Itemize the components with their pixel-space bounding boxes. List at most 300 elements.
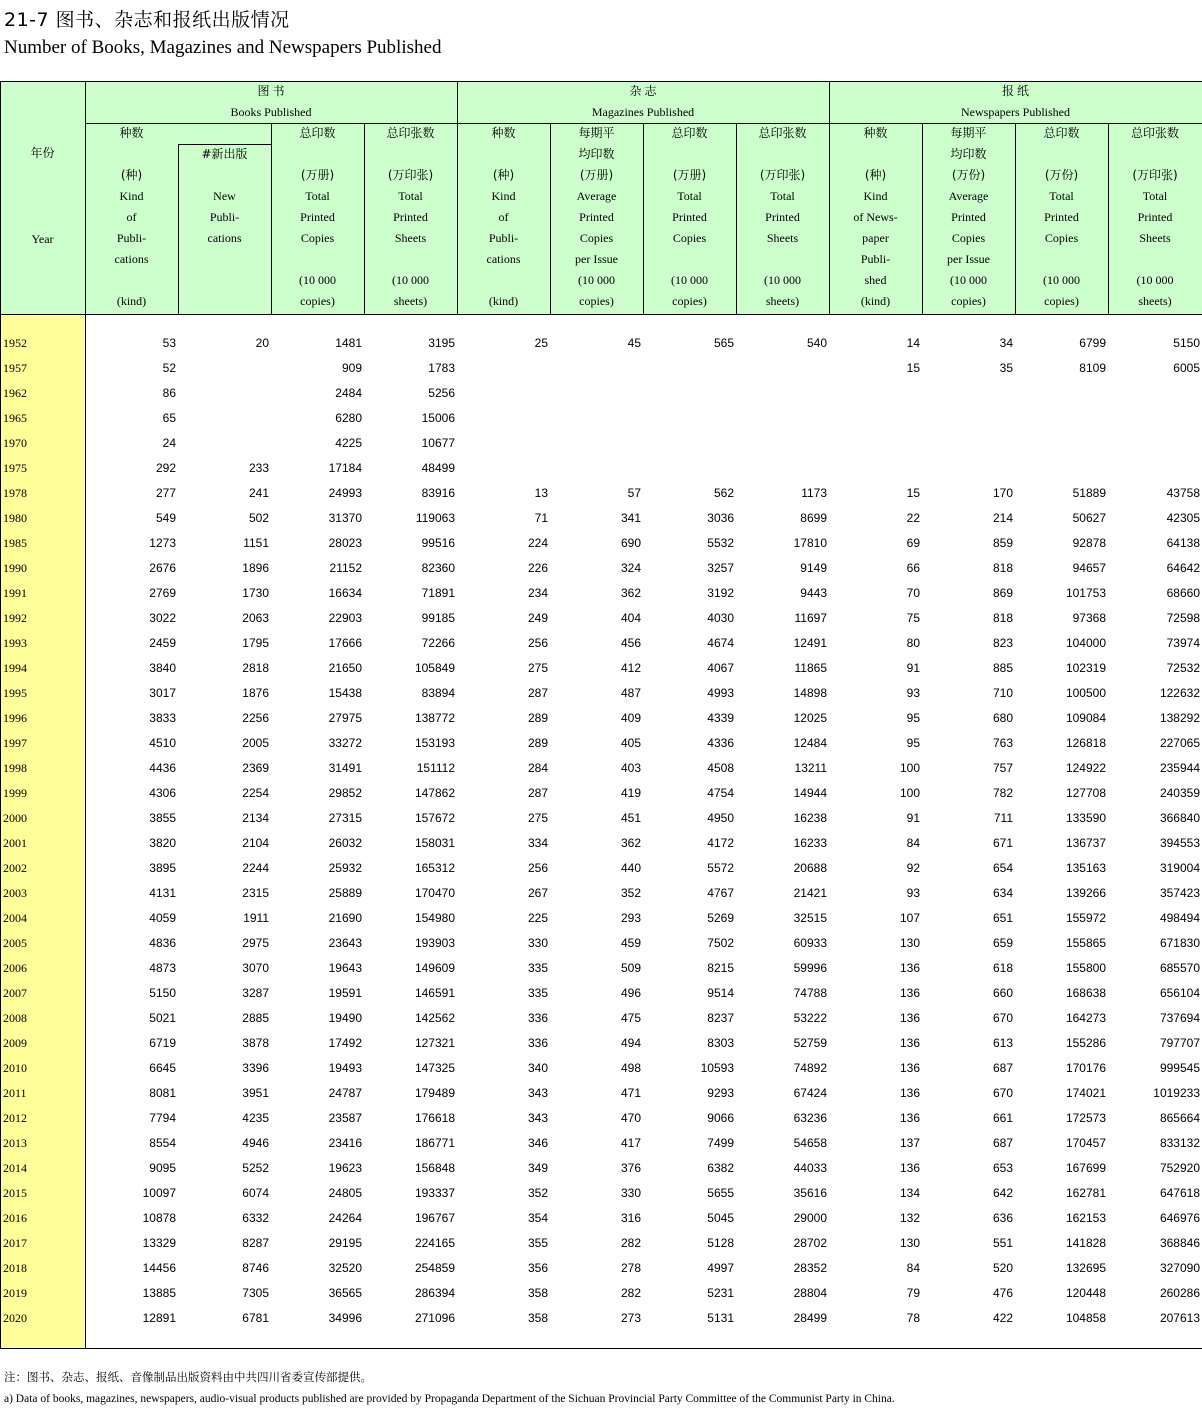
row-year: 1952 — [3, 336, 27, 350]
row-value: 287 — [527, 686, 548, 700]
row-value: 334 — [527, 836, 548, 850]
column-header-en: cations — [114, 252, 149, 266]
row-year: 2009 — [3, 1036, 27, 1050]
row-value: 20688 — [793, 861, 827, 875]
row-value: 6382 — [707, 1161, 734, 1175]
table-row — [0, 556, 1202, 581]
row-value: 2769 — [149, 586, 176, 600]
table-row — [0, 1131, 1202, 1156]
row-value: 289 — [527, 711, 548, 725]
column-header-en: Total — [770, 189, 795, 203]
row-year: 1962 — [3, 386, 27, 400]
table-row — [0, 531, 1202, 556]
table-row — [0, 1056, 1202, 1081]
row-value: 362 — [620, 836, 641, 850]
row-value: 12484 — [793, 736, 827, 750]
row-value: 782 — [992, 786, 1013, 800]
row-value: 64642 — [1166, 561, 1200, 575]
row-value: 107 — [899, 911, 920, 925]
row-value: 176618 — [414, 1111, 455, 1125]
row-year: 2018 — [3, 1261, 27, 1275]
table-row — [0, 1231, 1202, 1256]
column-header-en: shed — [864, 273, 887, 287]
row-value: 227065 — [1159, 736, 1200, 750]
row-value: 157672 — [414, 811, 455, 825]
row-value: 711 — [993, 811, 1013, 825]
row-value: 277 — [155, 486, 176, 500]
row-value: 127321 — [414, 1036, 455, 1050]
row-value: 15006 — [421, 411, 455, 425]
row-value: 137 — [899, 1136, 920, 1150]
row-year: 1994 — [3, 661, 27, 675]
row-value: 29000 — [793, 1211, 827, 1225]
row-value: 293 — [620, 911, 641, 925]
row-value: 146591 — [414, 986, 455, 1000]
row-value: 78 — [906, 1311, 920, 1325]
row-value: 86 — [162, 386, 176, 400]
row-value: 3287 — [242, 986, 269, 1000]
row-value: 4339 — [707, 711, 734, 725]
row-value: 136 — [899, 961, 920, 975]
row-value: 1876 — [242, 686, 269, 700]
row-value: 164273 — [1065, 1011, 1106, 1025]
row-value: 44033 — [793, 1161, 827, 1175]
row-value: 95 — [906, 711, 920, 725]
row-value: 346 — [527, 1136, 548, 1150]
row-value: 4059 — [149, 911, 176, 925]
row-value: 19493 — [328, 1061, 362, 1075]
row-value: 487 — [620, 686, 641, 700]
column-unit-en: sheets) — [393, 294, 428, 308]
row-value: 64138 — [1166, 536, 1200, 550]
column-header-en: Copies — [579, 231, 614, 245]
row-value: 3192 — [707, 586, 734, 600]
table-row — [0, 756, 1202, 781]
row-value: 54658 — [793, 1136, 827, 1150]
row-value: 32520 — [328, 1261, 362, 1275]
row-value: 5532 — [707, 536, 734, 550]
row-year: 1980 — [3, 511, 27, 525]
column-unit-en: copies) — [1044, 294, 1079, 308]
row-value: 340 — [527, 1061, 548, 1075]
header-bottom-rule — [0, 314, 1202, 315]
table-row — [0, 581, 1202, 606]
row-value: 22 — [906, 511, 920, 525]
row-value: 11865 — [794, 661, 827, 675]
row-value: 341 — [620, 511, 641, 525]
row-year: 2006 — [3, 961, 27, 975]
column-divider — [643, 123, 644, 314]
row-value: 9149 — [800, 561, 827, 575]
row-value: 8109 — [1079, 361, 1106, 375]
table-row — [0, 706, 1202, 731]
row-value: 132695 — [1065, 1261, 1106, 1275]
row-value: 6719 — [149, 1036, 176, 1050]
column-divider — [1108, 123, 1109, 314]
row-value: 97368 — [1072, 611, 1106, 625]
row-value: 12025 — [793, 711, 827, 725]
row-value: 124922 — [1065, 761, 1106, 775]
row-value: 6332 — [242, 1211, 269, 1225]
row-value: 642 — [992, 1186, 1013, 1200]
row-value: 100500 — [1065, 686, 1106, 700]
row-value: 3257 — [707, 561, 734, 575]
row-value: 158031 — [414, 836, 455, 850]
row-year: 2016 — [3, 1211, 27, 1225]
row-value: 28023 — [328, 536, 362, 550]
column-unit-en: (10 000 — [671, 273, 708, 287]
row-value: 336 — [527, 1011, 548, 1025]
row-value: 26032 — [328, 836, 362, 850]
row-value: 130 — [899, 936, 920, 950]
table-row — [0, 381, 1202, 406]
row-value: 127708 — [1065, 786, 1106, 800]
row-value: 92 — [906, 861, 920, 875]
row-value: 34 — [999, 336, 1013, 350]
row-value: 494 — [620, 1036, 641, 1050]
row-year: 1993 — [3, 636, 27, 650]
row-value: 278 — [620, 1261, 641, 1275]
column-header-en: Printed — [765, 210, 800, 224]
row-value: 3840 — [149, 661, 176, 675]
row-year: 1999 — [3, 786, 27, 800]
row-value: 865664 — [1159, 1111, 1200, 1125]
row-value: 13329 — [142, 1236, 176, 1250]
row-value: 284 — [527, 761, 548, 775]
row-value: 7305 — [242, 1286, 269, 1300]
row-value: 19623 — [328, 1161, 362, 1175]
table-notes — [4, 1366, 895, 1410]
row-value: 165312 — [414, 861, 455, 875]
row-value: 349 — [527, 1161, 548, 1175]
row-value: 2885 — [242, 1011, 269, 1025]
row-value: 330 — [527, 936, 548, 950]
row-value: 1273 — [149, 536, 176, 550]
row-value: 362 — [620, 586, 641, 600]
row-value: 7502 — [707, 936, 734, 950]
column-header-en: Printed — [1137, 210, 1173, 224]
table-row — [0, 981, 1202, 1006]
row-value: 549 — [155, 511, 176, 525]
row-value: 136 — [899, 1111, 920, 1125]
column-header-en: Kind — [119, 189, 144, 203]
row-value: 797707 — [1159, 1036, 1200, 1050]
row-value: 24264 — [328, 1211, 362, 1225]
row-value: 48499 — [421, 461, 455, 475]
row-value: 119063 — [415, 511, 455, 525]
row-value: 2459 — [149, 636, 176, 650]
column-unit-cn: (万印张) — [759, 168, 806, 182]
row-value: 17666 — [328, 636, 362, 650]
row-value: 823 — [992, 636, 1013, 650]
row-value: 757 — [992, 761, 1013, 775]
row-value: 8746 — [242, 1261, 269, 1275]
column-header-en: Copies — [300, 231, 335, 245]
row-value: 75 — [906, 611, 920, 625]
row-value: 23587 — [328, 1111, 362, 1125]
row-value: 14 — [906, 336, 920, 350]
row-value: 21152 — [329, 561, 362, 575]
column-header-en: of — [498, 210, 509, 224]
row-value: 9066 — [707, 1111, 734, 1125]
row-value: 335 — [527, 961, 548, 975]
row-value: 105849 — [414, 661, 455, 675]
row-value: 94657 — [1072, 561, 1106, 575]
table-row — [0, 956, 1202, 981]
row-value: 21690 — [328, 911, 362, 925]
row-value: 170 — [992, 486, 1013, 500]
row-value: 70 — [906, 586, 920, 600]
row-year: 1957 — [3, 361, 27, 375]
row-value: 91 — [906, 811, 920, 825]
row-value: 409 — [620, 711, 641, 725]
row-value: 6781 — [242, 1311, 269, 1325]
column-header-en: Printed — [672, 210, 707, 224]
column-header-cn: 总印张数 — [386, 126, 435, 140]
row-value: 1795 — [242, 636, 269, 650]
row-value: 8554 — [149, 1136, 176, 1150]
row-value: 104858 — [1065, 1311, 1106, 1325]
row-value: 2484 — [335, 386, 362, 400]
row-value: 613 — [992, 1036, 1013, 1050]
row-value: 100 — [899, 761, 920, 775]
row-value: 2676 — [149, 561, 176, 575]
row-value: 352 — [620, 886, 641, 900]
row-value: 4873 — [149, 961, 176, 975]
row-value: 91 — [906, 661, 920, 675]
row-value: 869 — [992, 586, 1013, 600]
row-value: 509 — [620, 961, 641, 975]
row-value: 1151 — [243, 536, 269, 550]
row-year: 1965 — [3, 411, 27, 425]
row-value: 12891 — [142, 1311, 176, 1325]
table-row — [0, 681, 1202, 706]
column-header-en: paper — [862, 231, 889, 245]
row-value: 170457 — [1065, 1136, 1106, 1150]
row-value: 168638 — [1065, 986, 1106, 1000]
row-value: 151112 — [416, 761, 455, 775]
row-value: 170176 — [1065, 1061, 1106, 1075]
column-header-en: Copies — [951, 231, 986, 245]
row-year: 2014 — [3, 1161, 27, 1175]
row-value: 29195 — [328, 1236, 362, 1250]
row-value: 72266 — [421, 636, 455, 650]
row-value: 366840 — [1159, 811, 1200, 825]
row-value: 885 — [992, 661, 1013, 675]
row-value: 659 — [992, 936, 1013, 950]
column-header-en: Total — [677, 189, 702, 203]
row-value: 74892 — [793, 1061, 827, 1075]
row-value: 74788 — [793, 986, 827, 1000]
row-value: 8699 — [800, 511, 827, 525]
column-unit-cn: (种) — [492, 168, 515, 182]
row-value: 3396 — [242, 1061, 269, 1075]
column-header-cn: 总印数 — [671, 126, 708, 140]
row-value: 196767 — [414, 1211, 455, 1225]
row-value: 84 — [906, 836, 920, 850]
row-value: 226 — [527, 561, 548, 575]
column-header-en: Printed — [300, 210, 335, 224]
row-value: 4306 — [149, 786, 176, 800]
year-header-en: Year — [31, 232, 54, 246]
row-value: 1173 — [801, 486, 827, 500]
row-value: 405 — [620, 736, 641, 750]
row-value: 1911 — [243, 911, 269, 925]
row-value: 32515 — [793, 911, 827, 925]
table-row — [0, 1106, 1202, 1131]
row-value: 19643 — [328, 961, 362, 975]
row-year: 2007 — [3, 986, 27, 1000]
row-value: 256 — [527, 636, 548, 650]
row-value: 24993 — [328, 486, 362, 500]
row-value: 394553 — [1159, 836, 1200, 850]
row-value: 27975 — [328, 711, 362, 725]
row-value: 8303 — [707, 1036, 734, 1050]
row-value: 7794 — [149, 1111, 176, 1125]
row-value: 34996 — [328, 1311, 362, 1325]
row-value: 147325 — [414, 1061, 455, 1075]
row-value: 63236 — [793, 1111, 827, 1125]
row-value: 9293 — [707, 1086, 734, 1100]
row-value: 267 — [527, 886, 548, 900]
row-value: 3036 — [707, 511, 734, 525]
row-value: 3895 — [149, 861, 176, 875]
row-value: 10677 — [421, 436, 455, 450]
row-value: 1783 — [428, 361, 455, 375]
column-header-cn: 总印数 — [299, 126, 336, 140]
row-value: 170470 — [414, 886, 455, 900]
row-value: 66 — [906, 561, 920, 575]
column-header-cn: 均印数 — [578, 147, 615, 161]
row-year: 2008 — [3, 1011, 27, 1025]
row-value: 4836 — [149, 936, 176, 950]
table-row — [0, 906, 1202, 931]
row-year: 2011 — [3, 1086, 27, 1100]
table-row — [0, 431, 1202, 456]
row-value: 136 — [899, 1161, 920, 1175]
row-value: 9514 — [707, 986, 734, 1000]
row-value: 92878 — [1072, 536, 1106, 550]
row-value: 2005 — [242, 736, 269, 750]
group-divider — [829, 81, 830, 314]
row-value: 5231 — [707, 1286, 734, 1300]
row-value: 235944 — [1159, 761, 1200, 775]
row-value: 4067 — [707, 661, 734, 675]
row-value: 859 — [992, 536, 1013, 550]
row-value: 136737 — [1065, 836, 1106, 850]
row-value: 28499 — [793, 1311, 827, 1325]
row-value: 4950 — [707, 811, 734, 825]
group-header-newspapers-en: Newspapers Published — [961, 105, 1070, 119]
row-value: 2134 — [242, 811, 269, 825]
row-value: 651 — [992, 911, 1013, 925]
row-value: 763 — [992, 736, 1013, 750]
row-value: 155972 — [1065, 911, 1106, 925]
row-value: 136 — [899, 1086, 920, 1100]
row-value: 818 — [992, 611, 1013, 625]
row-value: 2244 — [242, 861, 269, 875]
row-value: 225 — [527, 911, 548, 925]
row-value: 3195 — [428, 336, 455, 350]
column-unit-en: copies) — [672, 294, 707, 308]
row-year: 2005 — [3, 936, 27, 950]
row-value: 336 — [527, 1036, 548, 1050]
row-value: 287 — [527, 786, 548, 800]
row-value: 687 — [992, 1061, 1013, 1075]
column-header-en: Total — [305, 189, 330, 203]
row-value: 82360 — [421, 561, 455, 575]
table-row — [0, 1206, 1202, 1231]
row-value: 120448 — [1065, 1286, 1106, 1300]
row-value: 136 — [899, 1061, 920, 1075]
row-year: 2002 — [3, 861, 27, 875]
row-value: 471 — [620, 1086, 641, 1100]
row-value: 138772 — [414, 711, 455, 725]
column-unit-en: (10 000 — [1136, 273, 1174, 287]
row-value: 656104 — [1159, 986, 1200, 1000]
row-value: 139266 — [1065, 886, 1106, 900]
row-value: 10097 — [142, 1186, 176, 1200]
column-divider — [178, 144, 179, 314]
row-value: 14944 — [793, 786, 827, 800]
row-value: 833132 — [1159, 1136, 1200, 1150]
row-value: 24787 — [328, 1086, 362, 1100]
note-english: a) Data of books, magazines, newspapers, audio-visual products published are provided by Propaganda Department of the Sichuan Provincial Party Committee of the Communist Party in China. — [4, 1393, 895, 1405]
row-value: 35 — [999, 361, 1013, 375]
row-value: 343 — [527, 1111, 548, 1125]
column-header-en: cations — [207, 231, 242, 245]
row-value: 83916 — [421, 486, 455, 500]
column-header-en: Publi- — [209, 210, 240, 224]
column-header-cn: 每期平 — [578, 126, 615, 140]
row-value: 4172 — [707, 836, 734, 850]
row-value: 16238 — [793, 811, 827, 825]
column-header-en: Copies — [1044, 231, 1079, 245]
row-value: 685570 — [1159, 961, 1200, 975]
row-value: 737694 — [1159, 1011, 1200, 1025]
row-value: 4946 — [242, 1136, 269, 1150]
column-header-en: Sheets — [766, 231, 799, 245]
row-value: 324 — [620, 561, 641, 575]
row-value: 36565 — [328, 1286, 362, 1300]
column-header-en: Publi- — [860, 252, 891, 266]
row-value: 72598 — [1166, 611, 1200, 625]
row-value: 154980 — [414, 911, 455, 925]
row-value: 4225 — [335, 436, 362, 450]
row-value: 654 — [992, 861, 1013, 875]
column-divider — [736, 123, 737, 314]
row-value: 260286 — [1159, 1286, 1200, 1300]
column-header-cn: 总印张数 — [1130, 126, 1179, 140]
row-value: 22903 — [328, 611, 362, 625]
column-header-en: Printed — [1044, 210, 1079, 224]
row-value: 224 — [527, 536, 548, 550]
row-value: 352 — [527, 1186, 548, 1200]
row-value: 71891 — [421, 586, 455, 600]
row-value: 671 — [992, 836, 1013, 850]
row-value: 646976 — [1159, 1211, 1200, 1225]
row-value: 687 — [992, 1136, 1013, 1150]
row-value: 335 — [527, 986, 548, 1000]
row-value: 156848 — [414, 1161, 455, 1175]
row-value: 24 — [162, 436, 176, 450]
row-value: 5150 — [149, 986, 176, 1000]
row-value: 316 — [620, 1211, 641, 1225]
row-value: 31491 — [328, 761, 362, 775]
row-value: 67424 — [793, 1086, 827, 1100]
row-year: 1978 — [3, 486, 27, 500]
row-value: 99185 — [421, 611, 455, 625]
